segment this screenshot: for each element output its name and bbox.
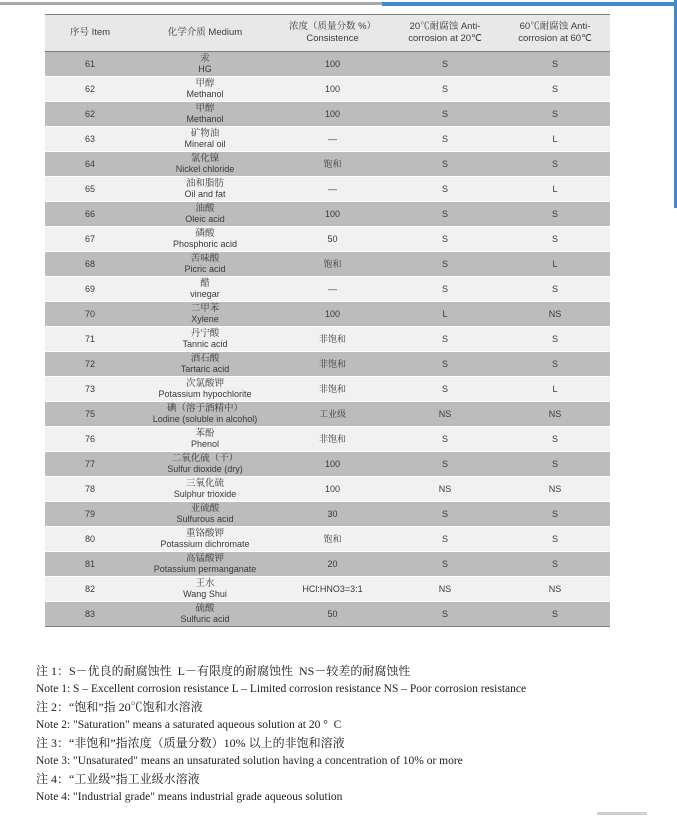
medium-name-en: Potassium dichromate: [160, 539, 250, 549]
medium-name-zh: 重铬酸钾: [185, 528, 224, 539]
consistence-cell: 非饱和: [275, 327, 390, 352]
note-line: Note 3: "Unsaturated" means an unsaturated solution having a concentration of 10% or more: [36, 755, 463, 767]
anticorrosion-20-cell: S: [390, 552, 500, 577]
medium-cell: [135, 227, 275, 252]
consistence-cell: 100: [275, 202, 390, 227]
note-line: 注 2：“饱和”指 20℃饱和水溶液: [36, 700, 203, 714]
table-row: [45, 527, 610, 552]
anticorrosion-20-cell: L: [390, 302, 500, 327]
anticorrosion-60-cell: S: [500, 527, 610, 552]
anticorrosion-60-cell: NS: [500, 477, 610, 502]
anticorrosion-20-cell: NS: [390, 577, 500, 602]
medium-name-en: Sulfuric acid: [180, 614, 230, 624]
table-row: [45, 377, 610, 402]
anticorrosion-60-cell: L: [500, 127, 610, 152]
item-cell: 64: [45, 152, 135, 177]
medium-name-en: Methanol: [186, 114, 224, 124]
medium-name-zh: 酒石酸: [190, 353, 220, 364]
anticorrosion-60-cell: S: [500, 602, 610, 627]
anticorrosion-60-cell: NS: [500, 402, 610, 427]
medium-cell: [135, 102, 275, 127]
medium-cell: [135, 377, 275, 402]
consistence-cell: 50: [275, 602, 390, 627]
medium-name-en: Methanol: [186, 89, 224, 99]
note-line: Note 1: S – Excellent corrosion resistance L – Limited corrosion resistance NS – Poor corrosion resistance: [36, 683, 527, 695]
consistence-cell: 非饱和: [275, 377, 390, 402]
table-row: [45, 552, 610, 577]
header-item-line1: 序号 Item: [69, 27, 111, 38]
medium-cell: [135, 127, 275, 152]
anticorrosion-60-cell: S: [500, 427, 610, 452]
medium-name-en: Sulfurous acid: [176, 514, 234, 524]
consistence-cell: 30: [275, 502, 390, 527]
medium-name-zh: 磷酸: [195, 228, 215, 239]
medium-name-zh: 三氧化硫: [185, 478, 224, 489]
medium-cell: [135, 277, 275, 302]
table-row: [45, 52, 610, 77]
consistence-cell: 100: [275, 477, 390, 502]
item-cell: 81: [45, 552, 135, 577]
medium-name-en: HG: [198, 64, 212, 74]
table-row: [45, 602, 610, 627]
table-row: [45, 252, 610, 277]
medium-name-en: Tannic acid: [182, 339, 228, 349]
medium-cell: [135, 202, 275, 227]
header-anticorrosion-60-line1: 60℃耐腐蚀 Anti-: [519, 21, 591, 32]
anticorrosion-20-cell: S: [390, 127, 500, 152]
notes-list: [36, 662, 646, 806]
medium-name-zh: 油和脂肪: [185, 178, 224, 189]
item-cell: 62: [45, 102, 135, 127]
medium-name-zh: 苦味酸: [190, 253, 220, 264]
medium-name-en: Nickel chloride: [175, 164, 235, 174]
note-line: Note 4: "Industrial grade" means industrial grade aqueous solution: [36, 791, 343, 803]
header-anticorrosion-20: [390, 15, 500, 52]
medium-name-en: Potassium permanganate: [153, 564, 257, 574]
table-row: [45, 577, 610, 602]
medium-cell: [135, 527, 275, 552]
anticorrosion-60-cell: S: [500, 452, 610, 477]
consistence-cell: 饱和: [275, 527, 390, 552]
anticorrosion-20-cell: S: [390, 377, 500, 402]
anticorrosion-20-cell: S: [390, 77, 500, 102]
item-cell: 78: [45, 477, 135, 502]
anticorrosion-60-cell: S: [500, 277, 610, 302]
medium-name-en: Sulphur trioxide: [173, 489, 237, 499]
medium-name-en: Picric acid: [184, 264, 226, 274]
item-cell: 68: [45, 252, 135, 277]
medium-name-en: Wang Shui: [183, 589, 227, 599]
item-cell: 80: [45, 527, 135, 552]
consistence-cell: —: [275, 177, 390, 202]
table-row: [45, 152, 610, 177]
consistence-cell: 饱和: [275, 252, 390, 277]
medium-name-en: Xylene: [191, 314, 219, 324]
anticorrosion-60-cell: S: [500, 202, 610, 227]
consistence-cell: 100: [275, 302, 390, 327]
anticorrosion-20-cell: S: [390, 177, 500, 202]
item-cell: 75: [45, 402, 135, 427]
header-consistence: [275, 15, 390, 52]
header-consistence-line2: Consistence: [306, 33, 359, 44]
consistence-cell: 饱和: [275, 152, 390, 177]
medium-name-en: Tartaric acid: [180, 364, 230, 374]
medium-cell: [135, 327, 275, 352]
medium-name-en: Potassium hypochlorite: [158, 389, 252, 399]
consistence-cell: 100: [275, 102, 390, 127]
header-anticorrosion-60: [500, 15, 610, 52]
medium-cell: [135, 427, 275, 452]
anticorrosion-60-cell: S: [500, 77, 610, 102]
anticorrosion-20-cell: S: [390, 502, 500, 527]
medium-name-zh: 矿物油: [190, 128, 220, 139]
item-cell: 62: [45, 77, 135, 102]
medium-name-zh: 苯酚: [195, 428, 215, 439]
anticorrosion-20-cell: S: [390, 252, 500, 277]
medium-cell: [135, 252, 275, 277]
medium-name-zh: 硫酸: [195, 603, 215, 614]
anticorrosion-20-cell: S: [390, 327, 500, 352]
medium-name-zh: 亚硫酸: [190, 503, 220, 514]
anticorrosion-20-cell: S: [390, 52, 500, 77]
anticorrosion-60-cell: NS: [500, 302, 610, 327]
anticorrosion-60-cell: S: [500, 352, 610, 377]
item-cell: 70: [45, 302, 135, 327]
medium-name-zh: 甲醇: [195, 103, 215, 114]
header-anticorrosion-20-line1: 20℃耐腐蚀 Anti-: [409, 21, 481, 32]
item-cell: 63: [45, 127, 135, 152]
anticorrosion-20-cell: NS: [390, 477, 500, 502]
anticorrosion-60-cell: S: [500, 502, 610, 527]
table-row: [45, 77, 610, 102]
header-anticorrosion-20-line2: corrosion at 20℃: [408, 33, 482, 44]
anticorrosion-60-cell: S: [500, 152, 610, 177]
item-cell: 73: [45, 377, 135, 402]
note-line: 注 1：S－优良的耐腐蚀性 L－有限度的耐腐蚀性 NS－较差的耐腐蚀性: [36, 664, 411, 678]
medium-cell: [135, 77, 275, 102]
consistence-cell: —: [275, 277, 390, 302]
anticorrosion-20-cell: NS: [390, 402, 500, 427]
header-medium: [135, 15, 275, 52]
consistence-cell: HCl:HNO3=3:1: [275, 577, 390, 602]
note-line: 注 4：“工业级”指工业级水溶液: [36, 772, 200, 786]
table-row: [45, 327, 610, 352]
medium-name-zh: 醋: [200, 278, 210, 289]
table-body: [45, 52, 610, 627]
consistence-cell: 50: [275, 227, 390, 252]
medium-name-en: vinegar: [190, 289, 220, 299]
medium-name-en: Lodine (soluble in alcohol): [152, 414, 258, 424]
header-consistence-line1: 浓度（质量分数 %）: [288, 21, 377, 32]
medium-cell: [135, 352, 275, 377]
medium-name-en: Sulfur dioxide (dry): [167, 464, 243, 474]
medium-cell: [135, 177, 275, 202]
medium-name-zh: 甲醇: [195, 78, 215, 89]
table-row: [45, 427, 610, 452]
medium-name-en: Phosphoric acid: [172, 239, 238, 249]
table-row: [45, 302, 610, 327]
consistence-cell: 20: [275, 552, 390, 577]
note-line: 注 3：“非饱和”指浓度（质量分数）10% 以上的非饱和溶液: [36, 736, 345, 750]
anticorrosion-60-cell: L: [500, 377, 610, 402]
medium-name-zh: 氯化镍: [190, 153, 220, 164]
medium-name-zh: 二甲苯: [190, 303, 220, 314]
header-row: [45, 15, 610, 52]
anticorrosion-20-cell: S: [390, 452, 500, 477]
top-edge-line-gray: [0, 2, 382, 5]
anticorrosion-20-cell: S: [390, 427, 500, 452]
medium-cell: [135, 577, 275, 602]
anticorrosion-60-cell: S: [500, 102, 610, 127]
note-line: Note 2: "Saturation" means a saturated aqueous solution at 20 ° C: [36, 719, 342, 731]
medium-name-zh: 丹宁酸: [190, 328, 220, 339]
anticorrosion-20-cell: S: [390, 352, 500, 377]
anticorrosion-20-cell: S: [390, 202, 500, 227]
medium-name-en: Oleic acid: [185, 214, 225, 224]
corrosion-resistance-table: [45, 14, 610, 627]
anticorrosion-60-cell: S: [500, 552, 610, 577]
anticorrosion-60-cell: L: [500, 177, 610, 202]
bottom-edge-mark: [597, 812, 647, 815]
medium-cell: [135, 452, 275, 477]
medium-name-en: Mineral oil: [184, 139, 226, 149]
medium-name-zh: 油酸: [195, 203, 215, 214]
anticorrosion-60-cell: NS: [500, 577, 610, 602]
table-row: [45, 202, 610, 227]
item-cell: 61: [45, 52, 135, 77]
table-row: [45, 402, 610, 427]
item-cell: 77: [45, 452, 135, 477]
medium-cell: [135, 152, 275, 177]
table-row: [45, 452, 610, 477]
anticorrosion-60-cell: S: [500, 52, 610, 77]
table-row: [45, 352, 610, 377]
header-medium-line1: 化学介质 Medium: [167, 27, 243, 38]
table-row: [45, 227, 610, 252]
table-row: [45, 177, 610, 202]
medium-cell: [135, 602, 275, 627]
medium-cell: [135, 52, 275, 77]
table-row: [45, 127, 610, 152]
anticorrosion-20-cell: S: [390, 227, 500, 252]
anticorrosion-20-cell: S: [390, 277, 500, 302]
medium-cell: [135, 502, 275, 527]
consistence-cell: 非饱和: [275, 427, 390, 452]
header-anticorrosion-60-line2: corrosion at 60℃: [518, 33, 592, 44]
medium-cell: [135, 302, 275, 327]
header-item: [45, 15, 135, 52]
anticorrosion-60-cell: S: [500, 327, 610, 352]
anticorrosion-20-cell: S: [390, 152, 500, 177]
medium-name-en: Phenol: [190, 439, 220, 449]
consistence-cell: 100: [275, 77, 390, 102]
consistence-cell: 100: [275, 452, 390, 477]
medium-name-zh: 碘（溶于酒精中）: [166, 403, 243, 414]
consistence-cell: 工业级: [275, 402, 390, 427]
anticorrosion-20-cell: S: [390, 602, 500, 627]
medium-name-zh: 王水: [195, 578, 215, 589]
item-cell: 76: [45, 427, 135, 452]
table-row: [45, 502, 610, 527]
medium-name-zh: 汞: [200, 53, 210, 64]
item-cell: 69: [45, 277, 135, 302]
medium-name-zh: 高锰酸钾: [185, 553, 224, 564]
medium-name-zh: 次氯酸钾: [185, 378, 224, 389]
item-cell: 65: [45, 177, 135, 202]
table-row: [45, 477, 610, 502]
medium-name-en: Oil and fat: [184, 189, 226, 199]
anticorrosion-60-cell: S: [500, 227, 610, 252]
medium-cell: [135, 552, 275, 577]
item-cell: 71: [45, 327, 135, 352]
table-header: [45, 15, 610, 52]
item-cell: 79: [45, 502, 135, 527]
medium-name-zh: 二氧化硫（干）: [171, 453, 239, 464]
item-cell: 82: [45, 577, 135, 602]
anticorrosion-20-cell: S: [390, 527, 500, 552]
item-cell: 83: [45, 602, 135, 627]
anticorrosion-60-cell: L: [500, 252, 610, 277]
anticorrosion-20-cell: S: [390, 102, 500, 127]
consistence-cell: 100: [275, 52, 390, 77]
top-edge-line-blue: [382, 2, 677, 6]
medium-cell: [135, 402, 275, 427]
medium-cell: [135, 477, 275, 502]
table-row: [45, 277, 610, 302]
consistence-cell: 非饱和: [275, 352, 390, 377]
item-cell: 67: [45, 227, 135, 252]
item-cell: 66: [45, 202, 135, 227]
item-cell: 72: [45, 352, 135, 377]
consistence-cell: —: [275, 127, 390, 152]
table-row: [45, 102, 610, 127]
